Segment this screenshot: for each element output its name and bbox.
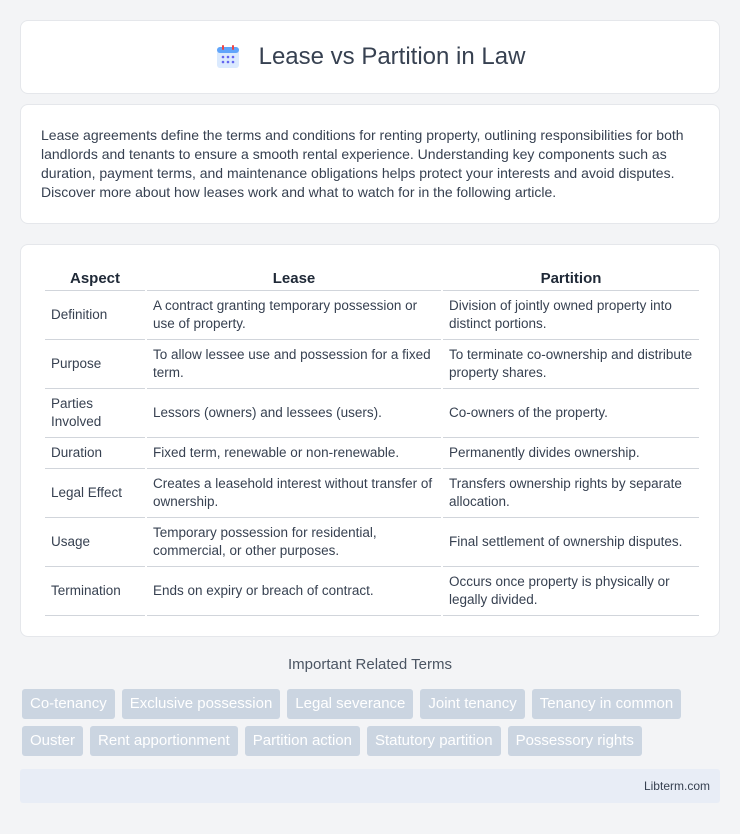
tag-exclusive-possession[interactable]: Exclusive possession [122,689,281,719]
related-terms-title: Important Related Terms [288,656,452,673]
tag-rent-apportionment[interactable]: Rent apportionment [90,726,238,756]
lease-cell: To allow lessee use and possession for a fixed term. [147,340,441,389]
comparison-card [20,244,720,637]
partition-cell: To terminate co-ownership and distribute property shares. [443,340,699,389]
tag-statutory-partition[interactable]: Statutory partition [367,726,501,756]
partition-cell: Final settlement of ownership disputes. [443,518,699,567]
table-header-row [45,267,699,291]
table-row [45,340,699,389]
intro-card [20,104,720,224]
partition-cell: Division of jointly owned property into distinct portions. [443,291,699,340]
table-row [45,567,699,616]
table-row [45,389,699,438]
lease-cell: Creates a leasehold interest without transfer of ownership. [147,469,441,518]
tag-joint-tenancy[interactable]: Joint tenancy [420,689,524,719]
tag-tenancy-in-common[interactable]: Tenancy in common [532,689,681,719]
lease-cell: Lessors (owners) and lessees (users). [147,389,441,438]
lease-cell: A contract granting temporary possession or use of property. [147,291,441,340]
table-row [45,291,699,340]
lease-cell: Fixed term, renewable or non-renewable. [147,438,441,469]
page-title: Lease vs Partition in Law [258,43,526,70]
calendar-icon [215,44,241,70]
header [215,43,526,71]
aspect-cell: Duration [45,438,145,469]
tag-possessory-rights[interactable]: Possessory rights [508,726,642,756]
table-row [45,438,699,469]
aspect-cell: Definition [45,291,145,340]
aspect-cell: Usage [45,518,145,567]
comparison-table [43,267,701,616]
table-row [45,518,699,567]
lease-cell: Ends on expiry or breach of contract. [147,567,441,616]
aspect-cell: Purpose [45,340,145,389]
lease-cell: Temporary possession for residential, commercial, or other purposes. [147,518,441,567]
footer [20,769,720,803]
header-card [20,20,720,94]
tag-legal-severance[interactable]: Legal severance [287,689,413,719]
tag-co-tenancy[interactable]: Co-tenancy [22,689,115,719]
aspect-cell: Parties Involved [45,389,145,438]
aspect-cell: Termination [45,567,145,616]
aspect-cell: Legal Effect [45,469,145,518]
table-row [45,469,699,518]
partition-cell: Transfers ownership rights by separate allocation. [443,469,699,518]
footer-site-link[interactable]: Libterm.com [643,779,710,793]
partition-cell: Permanently divides ownership. [443,438,699,469]
partition-cell: Occurs once property is physically or legally divided. [443,567,699,616]
intro-paragraph: Lease agreements define the terms and conditions for renting property, outlining responsibilities for both landlords and tenants to ensure a smooth rental experience. Understanding key components such as duration, payment terms, and maintenance obligations helps protect your interests and avoid disputes. Discover more about how leases work and what to watch for in the following article. [41,127,684,200]
partition-cell: Co-owners of the property. [443,389,699,438]
header-partition: Partition [443,267,699,291]
header-aspect: Aspect [45,267,145,291]
header-lease: Lease [147,267,441,291]
tag-partition-action[interactable]: Partition action [245,726,360,756]
tag-ouster[interactable]: Ouster [22,726,83,756]
related-terms-list [22,689,722,756]
